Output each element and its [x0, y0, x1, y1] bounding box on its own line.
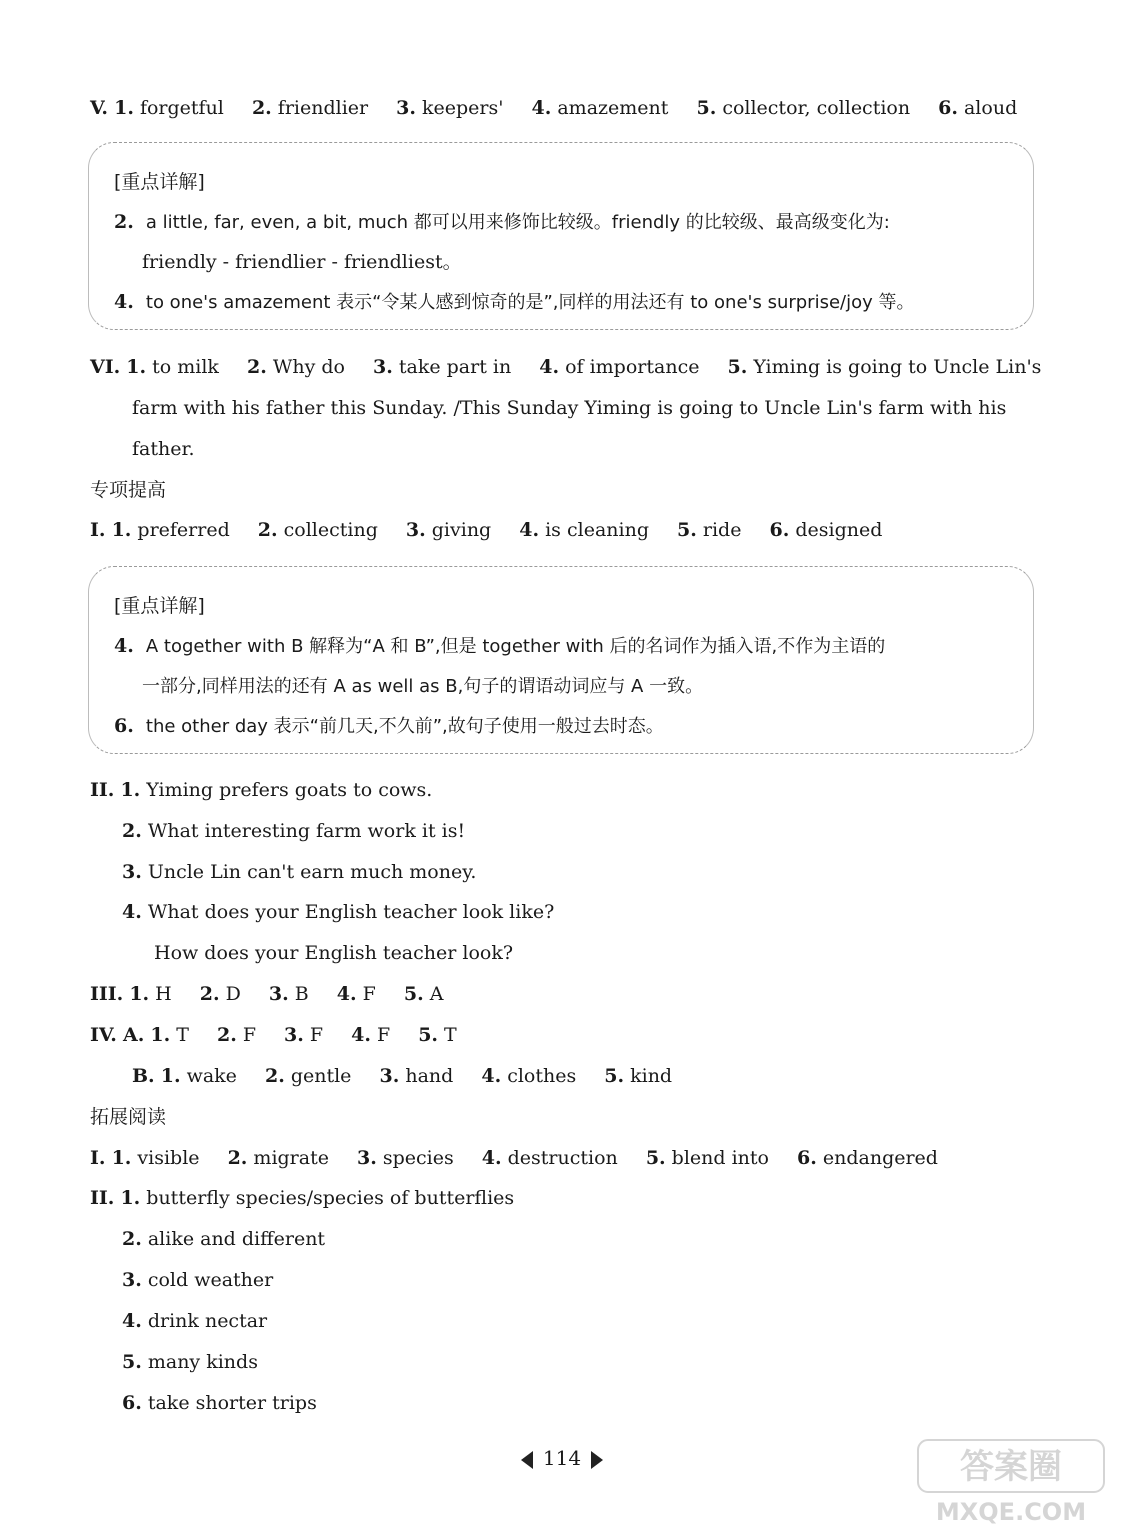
answer: keepers' [422, 97, 504, 119]
item-number: 6. [122, 1392, 142, 1414]
item-number: 1. [114, 97, 134, 119]
section-z1 [90, 518, 904, 542]
answer: H [155, 983, 172, 1005]
item-number: 1. [150, 1024, 171, 1046]
item-number: 3. [405, 519, 426, 541]
section-vi [90, 355, 1041, 379]
answer: blend into [671, 1147, 769, 1169]
section-t2-line-4 [122, 1309, 267, 1333]
answer: preferred [137, 519, 230, 541]
section-z2-line-2 [122, 819, 465, 843]
answer: T [176, 1024, 189, 1046]
key-points-title: [重点详解] [114, 595, 205, 617]
left-triangle-icon [521, 1451, 533, 1469]
item-number: 1. [129, 983, 150, 1005]
explanation-text: to one's amazement 表示“令某人感到惊奇的是”,同样的用法还有 to one's surprise/joy 等。 [145, 292, 915, 313]
explanation-text: the other day 表示“前几天,不久前”,故句子使用一般过去时态。 [145, 716, 664, 737]
answer: endangered [822, 1147, 938, 1169]
answer: F [376, 1024, 391, 1046]
answer: cold weather [147, 1269, 274, 1291]
heading-extended-reading: 拓展阅读 [90, 1106, 167, 1128]
section-z2-line-4 [122, 900, 554, 924]
item-number: 2. [251, 97, 272, 119]
item-number: 3. [122, 1269, 142, 1291]
answer: gentle [290, 1065, 352, 1087]
item-number: 3. [122, 861, 142, 883]
section-roman: III. [90, 983, 124, 1005]
key-point-4-cont [142, 674, 703, 699]
key-point-4 [114, 290, 914, 315]
right-triangle-icon [591, 1451, 603, 1469]
key-point-2-cont [142, 250, 462, 274]
answer: forgetful [139, 97, 224, 119]
answer: many kinds [147, 1351, 258, 1373]
item-number: 3. [284, 1024, 304, 1046]
item-number: 4. [481, 1147, 502, 1169]
key-points-title: [重点详解] [114, 171, 205, 193]
item-number: 2. [257, 519, 278, 541]
section-t2-line-3 [122, 1268, 273, 1292]
item-number: 5. [645, 1147, 666, 1169]
section-z2-line-1 [90, 778, 432, 802]
item-number: 3. [396, 97, 416, 119]
section-t1 [90, 1146, 960, 1170]
section-roman: V. [90, 97, 109, 119]
svg-text:MXQE.COM: MXQE.COM [935, 1498, 1087, 1526]
item-number: 2. [122, 820, 142, 842]
answer: drink nectar [147, 1310, 268, 1332]
answer: collecting [283, 519, 378, 541]
item-number: 5. [604, 1065, 625, 1087]
answer: giving [431, 519, 492, 541]
item-number: 4. [481, 1065, 502, 1087]
section-roman: II. [90, 779, 115, 801]
item-number: 4. [336, 983, 357, 1005]
answer: visible [137, 1147, 200, 1169]
section-roman: II. [90, 1187, 115, 1209]
heading-special-improvement: 专项提高 [90, 479, 167, 501]
item-number: 2. [246, 356, 267, 378]
section-roman: VI. [90, 356, 121, 378]
item-number: 3. [268, 983, 289, 1005]
item-number: 4. [122, 1310, 142, 1332]
section-z4-b [132, 1064, 694, 1088]
answer: amazement [557, 97, 669, 119]
answer: What does your English teacher look like? [147, 901, 555, 923]
answer: Yiming is going to Uncle Lin's [753, 356, 1042, 378]
section-t2-line-6 [122, 1391, 317, 1415]
item-number: 5. [418, 1024, 439, 1046]
answer: Why do [272, 356, 345, 378]
section-z3 [90, 982, 465, 1006]
explanation-text: a little, far, even, a bit, much 都可以用来修饰比较级。friendly 的比较级、最高级变化为: [145, 212, 890, 233]
key-point-6 [114, 714, 664, 739]
section-z2-line-3 [122, 860, 476, 884]
item-number: 5. [403, 983, 424, 1005]
item-number: 4. [539, 356, 560, 378]
item-number: 1. [120, 779, 141, 801]
item-number: 5. [727, 356, 748, 378]
section-roman: IV. [90, 1024, 117, 1046]
answer: hand [405, 1065, 454, 1087]
item-number: 4. [114, 291, 134, 313]
watermark-logo [916, 1436, 1106, 1528]
answer: clothes [507, 1065, 577, 1087]
answer: designed [795, 519, 883, 541]
answer: of importance [565, 356, 700, 378]
key-point-4 [114, 634, 885, 659]
item-number: 1. [120, 1187, 141, 1209]
item-number: 2. [216, 1024, 237, 1046]
section-roman: I. [90, 1147, 106, 1169]
section-z4-a [90, 1023, 479, 1047]
explanation-text: friendly - friendlier - friendliest。 [142, 251, 462, 273]
item-number: 1. [126, 356, 147, 378]
item-number: 1. [111, 1147, 132, 1169]
answer: friendlier [277, 97, 369, 119]
answer: destruction [507, 1147, 618, 1169]
key-point-2 [114, 210, 890, 235]
part-label: B. [132, 1065, 155, 1087]
answer: species [382, 1147, 454, 1169]
svg-text:答案圈: 答案圈 [960, 1447, 1062, 1487]
answer: F [362, 983, 376, 1005]
answer: kind [630, 1065, 673, 1087]
item-number: 4. [122, 901, 142, 923]
item-number: 2. [227, 1147, 248, 1169]
page-number: 114 [542, 1446, 582, 1470]
item-number: 6. [114, 715, 134, 737]
answer: take part in [398, 356, 512, 378]
answer: butterfly species/species of butterflies [146, 1187, 515, 1209]
answer: T [444, 1024, 457, 1046]
answer: aloud [963, 97, 1018, 119]
explanation-text: 一部分,同样用法的还有 A as well as B,句子的谓语动词应与 A 一致。 [142, 676, 704, 697]
answer: is cleaning [545, 519, 649, 541]
answer: wake [186, 1065, 237, 1087]
section-t2-line-5 [122, 1350, 258, 1374]
item-number: 1. [160, 1065, 181, 1087]
answer: take shorter trips [147, 1392, 317, 1414]
item-number: 5. [696, 97, 717, 119]
answer: What interesting farm work it is! [147, 820, 466, 842]
item-number: 3. [357, 1147, 377, 1169]
section-vi-line-3: father. [132, 438, 195, 460]
answer: ride [702, 519, 742, 541]
item-number: 6. [769, 519, 790, 541]
item-number: 1. [111, 519, 132, 541]
item-number: 6. [938, 97, 958, 119]
answer: Uncle Lin can't earn much money. [147, 861, 477, 883]
answer: Yiming prefers goats to cows. [146, 779, 433, 801]
item-number: 3. [379, 1065, 400, 1087]
item-number: 4. [114, 635, 134, 657]
item-number: 2. [114, 211, 134, 233]
section-v [90, 96, 1039, 120]
section-z2-line-5: How does your English teacher look? [154, 942, 514, 964]
item-number: 4. [351, 1024, 371, 1046]
item-number: 4. [519, 519, 540, 541]
section-t2-line-1 [90, 1186, 514, 1210]
section-vi-line-2: farm with his father this Sunday. /This Sunday Yiming is going to Uncle Lin's farm with his [132, 397, 1007, 419]
answer: to milk [152, 356, 219, 378]
item-number: 3. [373, 356, 393, 378]
item-number: 2. [264, 1065, 285, 1087]
answer: D [225, 983, 241, 1005]
section-roman: I. [90, 519, 106, 541]
answer: F [309, 1024, 324, 1046]
item-number: 2. [122, 1228, 142, 1250]
answer: alike and different [147, 1228, 326, 1250]
explanation-text: A together with B 解释为“A 和 B”,但是 together with 后的名词作为插入语,不作为主语的 [145, 636, 886, 657]
item-number: 2. [199, 983, 220, 1005]
section-t2-line-2 [122, 1227, 325, 1251]
item-number: 5. [122, 1351, 142, 1373]
answer: collector, collection [722, 97, 911, 119]
item-number: 5. [677, 519, 697, 541]
part-label: A. [122, 1024, 145, 1046]
answer: A [429, 983, 444, 1005]
answer: migrate [253, 1147, 329, 1169]
answer: B [294, 983, 309, 1005]
answer: F [242, 1024, 256, 1046]
item-number: 6. [797, 1147, 817, 1169]
item-number: 4. [531, 97, 552, 119]
